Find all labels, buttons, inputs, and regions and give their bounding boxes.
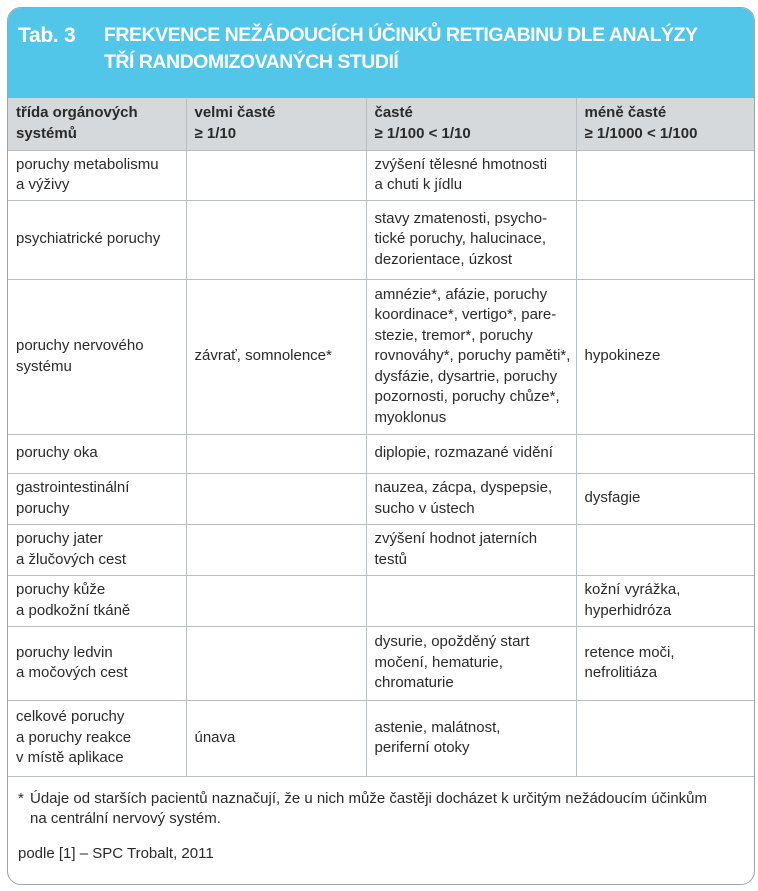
cell-text-line: a poruchy reakce bbox=[16, 728, 132, 746]
column-header-very-common bbox=[186, 98, 366, 150]
cell-text-line: poruchy oka bbox=[16, 444, 98, 462]
table-row bbox=[8, 473, 755, 524]
cell-very-common bbox=[186, 473, 366, 524]
column-header-line: časté bbox=[374, 104, 413, 122]
cell-organ-class bbox=[8, 575, 186, 626]
cell-uncommon bbox=[576, 434, 755, 473]
column-header-line: méně časté bbox=[584, 104, 667, 122]
cell-text-line: tické poruchy, halucinace, bbox=[374, 230, 546, 248]
cell-text-line: únava bbox=[194, 728, 236, 746]
source-citation: podle [1] – SPC Trobalt, 2011 bbox=[18, 844, 214, 862]
table-row bbox=[8, 150, 755, 200]
footnote-marker: * bbox=[18, 789, 24, 807]
cell-text-line: amnézie*, afázie, poruchy bbox=[374, 285, 548, 303]
cell-text-line: a chuti k jídlu bbox=[374, 176, 463, 193]
table-row bbox=[8, 575, 755, 626]
cell-organ-class bbox=[8, 524, 186, 575]
table-row bbox=[8, 524, 755, 575]
table-row bbox=[8, 700, 755, 776]
table-row bbox=[8, 626, 755, 700]
cell-text-line: chromaturie bbox=[374, 674, 454, 692]
cell-text-line: závrať, somnolence* bbox=[194, 347, 332, 365]
table-row bbox=[8, 434, 755, 473]
cell-text-line: dysfagie bbox=[584, 489, 641, 507]
cell-text-line: nefrolitiáza bbox=[584, 664, 658, 681]
cell-text-line: poruchy kůže bbox=[16, 581, 106, 598]
cell-common bbox=[366, 524, 576, 575]
cell-very-common bbox=[186, 200, 366, 279]
column-header-line: systémů bbox=[16, 124, 77, 142]
footnote bbox=[18, 789, 746, 830]
cell-text-line: kožní vyrážka, bbox=[584, 581, 681, 598]
table-title-line: TŘÍ RANDOMIZOVANÝCH STUDIÍ bbox=[104, 51, 399, 73]
cell-text-line: stavy zmatenosti, psycho- bbox=[374, 209, 548, 227]
cell-organ-class bbox=[8, 700, 186, 776]
cell-common bbox=[366, 279, 576, 434]
cell-text-line: dezorientace, úzkost bbox=[374, 250, 513, 268]
column-header-line: ≥ 1/10 bbox=[194, 124, 237, 142]
cell-text-line: periferní otoky bbox=[374, 739, 470, 756]
column-header-line: velmi časté bbox=[194, 104, 276, 122]
cell-text-line: poruchy metabolismu bbox=[16, 155, 159, 173]
table-row bbox=[8, 279, 755, 434]
cell-organ-class bbox=[8, 279, 186, 434]
table-row bbox=[8, 200, 755, 279]
cell-text-line: poruchy nervového bbox=[16, 337, 144, 354]
cell-common bbox=[366, 434, 576, 473]
cell-text-line: gastrointestinální bbox=[16, 479, 130, 496]
footnote-text bbox=[30, 789, 707, 830]
cell-organ-class bbox=[8, 200, 186, 279]
footnote-line: na centrální nervový systém. bbox=[30, 810, 221, 827]
table-header-bar bbox=[8, 8, 754, 98]
cell-text-line: koordinace*, vertigo*, pare- bbox=[374, 306, 557, 324]
cell-uncommon bbox=[576, 200, 755, 279]
cell-organ-class bbox=[8, 626, 186, 700]
cell-uncommon bbox=[576, 700, 755, 776]
cell-text-line: stezie, tremor*, poruchy bbox=[374, 326, 533, 344]
table-number: Tab. 3 bbox=[18, 24, 76, 47]
cell-text-line: poruchy bbox=[16, 499, 70, 517]
cell-text-line: zvýšení hodnot jaterních bbox=[374, 530, 538, 547]
cell-text-line: a podkožní tkáně bbox=[16, 601, 131, 619]
cell-text-line: a žlučových cest bbox=[16, 550, 127, 568]
cell-text-line: nauzea, zácpa, dyspepsie, bbox=[374, 479, 553, 496]
cell-text-line: diplopie, rozmazané vidění bbox=[374, 444, 553, 462]
cell-very-common bbox=[186, 575, 366, 626]
cell-common bbox=[366, 700, 576, 776]
cell-organ-class bbox=[8, 434, 186, 473]
cell-text-line: psychiatrické poruchy bbox=[16, 230, 161, 248]
cell-text-line: močení, hematurie, bbox=[374, 653, 503, 671]
cell-text-line: myoklonus bbox=[374, 408, 447, 426]
footnote-line: Údaje od starších pacientů naznačují, že u nich může častěji docházet k určitým nežádoucím účinkům bbox=[30, 789, 708, 807]
cell-uncommon bbox=[576, 150, 755, 200]
cell-text-line: poruchy jater bbox=[16, 530, 103, 547]
cell-text-line: hyperhidróza bbox=[584, 601, 672, 619]
cell-text-line: a močových cest bbox=[16, 664, 128, 681]
cell-text-line: zvýšení tělesné hmotnosti bbox=[374, 155, 548, 173]
cell-text-line: a výživy bbox=[16, 176, 70, 193]
cell-uncommon bbox=[576, 473, 755, 524]
cell-common bbox=[366, 626, 576, 700]
cell-text-line: sucho v ústech bbox=[374, 499, 475, 517]
cell-uncommon bbox=[576, 626, 755, 700]
column-header-uncommon bbox=[576, 98, 755, 150]
column-header-organ-class bbox=[8, 98, 186, 150]
cell-very-common bbox=[186, 279, 366, 434]
cell-text-line: poruchy ledvin bbox=[16, 643, 113, 661]
cell-text-line: hypokineze bbox=[584, 347, 661, 365]
column-header-line: třída orgánových bbox=[16, 104, 138, 122]
cell-very-common bbox=[186, 700, 366, 776]
table-frame bbox=[7, 7, 755, 885]
cell-organ-class bbox=[8, 473, 186, 524]
cell-uncommon bbox=[576, 279, 755, 434]
cell-text-line: retence moči, bbox=[584, 643, 675, 661]
cell-very-common bbox=[186, 524, 366, 575]
cell-text-line: systému bbox=[16, 357, 72, 375]
cell-common bbox=[366, 473, 576, 524]
cell-text-line: dysurie, opožděný start bbox=[374, 633, 530, 651]
table-body bbox=[8, 150, 755, 776]
cell-very-common bbox=[186, 150, 366, 200]
table-title-line: FREKVENCE NEŽÁDOUCÍCH ÚČINKŮ RETIGABINU DLE ANALÝZY bbox=[104, 24, 698, 46]
cell-text-line: dysfázie, dysartrie, poruchy bbox=[374, 367, 558, 385]
cell-text-line: testů bbox=[374, 550, 408, 568]
cell-common bbox=[366, 150, 576, 200]
cell-very-common bbox=[186, 434, 366, 473]
table-footer bbox=[8, 777, 754, 865]
adverse-effects-table bbox=[8, 98, 755, 777]
cell-uncommon bbox=[576, 524, 755, 575]
column-header-line: ≥ 1/1000 < 1/100 bbox=[584, 124, 698, 142]
column-header-line: ≥ 1/100 < 1/10 bbox=[374, 124, 471, 142]
cell-text-line: v místě aplikace bbox=[16, 749, 124, 767]
cell-uncommon bbox=[576, 575, 755, 626]
cell-text-line: astenie, malátnost, bbox=[374, 718, 501, 736]
cell-text-line: pozornosti, poruchy chůze*, bbox=[374, 388, 560, 406]
cell-very-common bbox=[186, 626, 366, 700]
column-header-common bbox=[366, 98, 576, 150]
cell-organ-class bbox=[8, 150, 186, 200]
cell-text-line: rovnováhy*, poruchy paměti*, bbox=[374, 347, 571, 365]
cell-common bbox=[366, 575, 576, 626]
cell-common bbox=[366, 200, 576, 279]
table-title bbox=[104, 22, 744, 76]
column-header-row bbox=[8, 98, 755, 150]
cell-text-line: celkové poruchy bbox=[16, 708, 125, 726]
